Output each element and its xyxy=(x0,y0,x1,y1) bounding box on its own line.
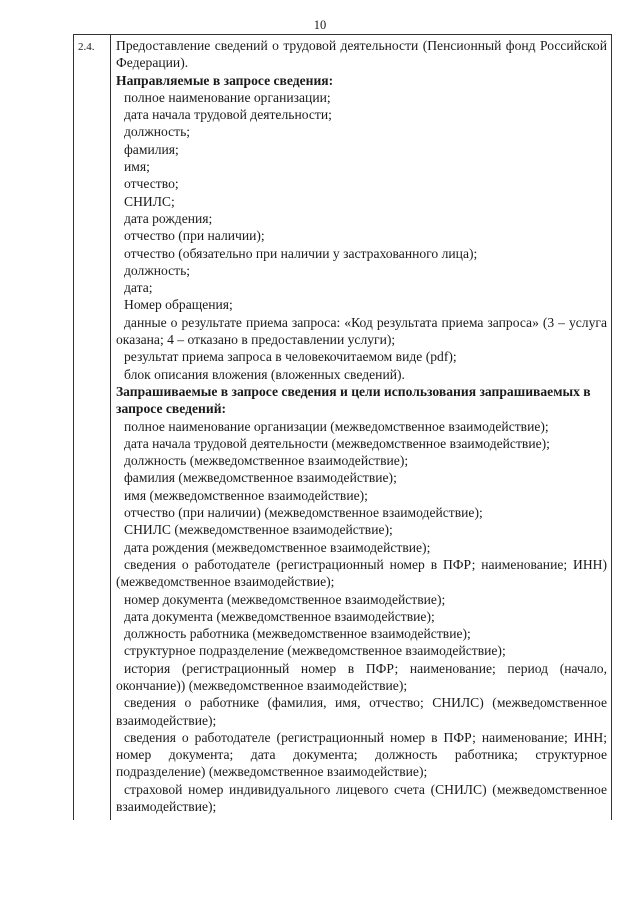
section1-item: имя; xyxy=(124,159,150,175)
row-content xyxy=(116,37,607,815)
row-title: Предоставление сведений о трудовой деятельности (Пенсионный фонд Российской Федерации). xyxy=(116,38,607,71)
section1-item: данные о результате приема запроса: «Код результата приема запроса» (3 – услуга оказана; 4 – отказано в предоставлении услуги); xyxy=(116,314,607,348)
section1-item: должность; xyxy=(124,124,191,140)
section1-item: Номер обращения; xyxy=(124,297,233,313)
section1-item: дата рождения; xyxy=(124,210,213,226)
section1-item: дата начала трудовой деятельности; xyxy=(124,107,332,123)
row-number: 2.4. xyxy=(78,41,95,53)
section1-item: отчество (обязательно при наличии у застрахованного лица); xyxy=(124,245,478,261)
section2-item: номер документа (межведомственное взаимодействие); xyxy=(124,591,446,607)
column-divider xyxy=(110,35,111,820)
section1-item: отчество (при наличии); xyxy=(124,228,265,244)
section1-item: результат приема запроса в человекочитаемом виде (pdf); xyxy=(124,349,457,365)
section1-item: отчество; xyxy=(124,176,179,192)
section2-item: полное наименование организации (межведомственное взаимодействие); xyxy=(124,418,549,434)
section2-item: должность работника (межведомственное взаимодействие); xyxy=(124,626,471,642)
section2-item: должность (межведомственное взаимодействие); xyxy=(124,453,409,469)
page-number: 10 xyxy=(313,18,327,32)
section2-item: отчество (при наличии) (межведомственное взаимодействие); xyxy=(124,505,483,521)
section1-item: дата; xyxy=(124,280,153,296)
section2-item: структурное подразделение (межведомственное взаимодействие); xyxy=(124,643,506,659)
section2-item: сведения о работодателе (регистрационный номер в ПФР; наименование; ИНН; номер документа; дата документа; должность работника; структурное подразделение) (межведомственное взаимодействие); xyxy=(116,729,607,780)
section2-item: СНИЛС (межведомственное взаимодействие); xyxy=(124,522,393,538)
section2-item: имя (межведомственное взаимодействие); xyxy=(124,487,368,503)
section2-item: дата рождения (межведомственное взаимодействие); xyxy=(124,539,431,555)
section1-item: должность; xyxy=(124,262,191,278)
section1-item: полное наименование организации; xyxy=(124,89,331,105)
section2-item: сведения о работодателе (регистрационный номер в ПФР; наименование; ИНН) (межведомственное взаимодействие); xyxy=(116,556,607,590)
section1-item: СНИЛС; xyxy=(124,193,175,209)
section2-item: страховой номер индивидуального лицевого счета (СНИЛС) (межведомственное взаимодействие); xyxy=(116,781,607,815)
section2-item: дата начала трудовой деятельности (межведомственное взаимодействие); xyxy=(124,435,550,451)
section1-item: фамилия; xyxy=(124,141,179,157)
section2-heading: Запрашиваемые в запросе сведения и цели использования запрашиваемых в запросе сведений: xyxy=(116,383,591,417)
section2-item: история (регистрационный номер в ПФР; наименование; период (начало, окончание)) (межведомственное взаимодействие); xyxy=(116,660,607,693)
section2-item: фамилия (межведомственное взаимодействие); xyxy=(124,470,397,486)
section1-item: блок описания вложения (вложенных сведений). xyxy=(124,366,405,382)
section2-item: дата документа (межведомственное взаимодействие); xyxy=(124,608,435,624)
section1-heading: Направляемые в запросе сведения: xyxy=(116,72,334,88)
table xyxy=(73,34,612,820)
section2-item: сведения о работнике (фамилия, имя, отчество; СНИЛС) (межведомственное взаимодействие); xyxy=(116,695,607,728)
